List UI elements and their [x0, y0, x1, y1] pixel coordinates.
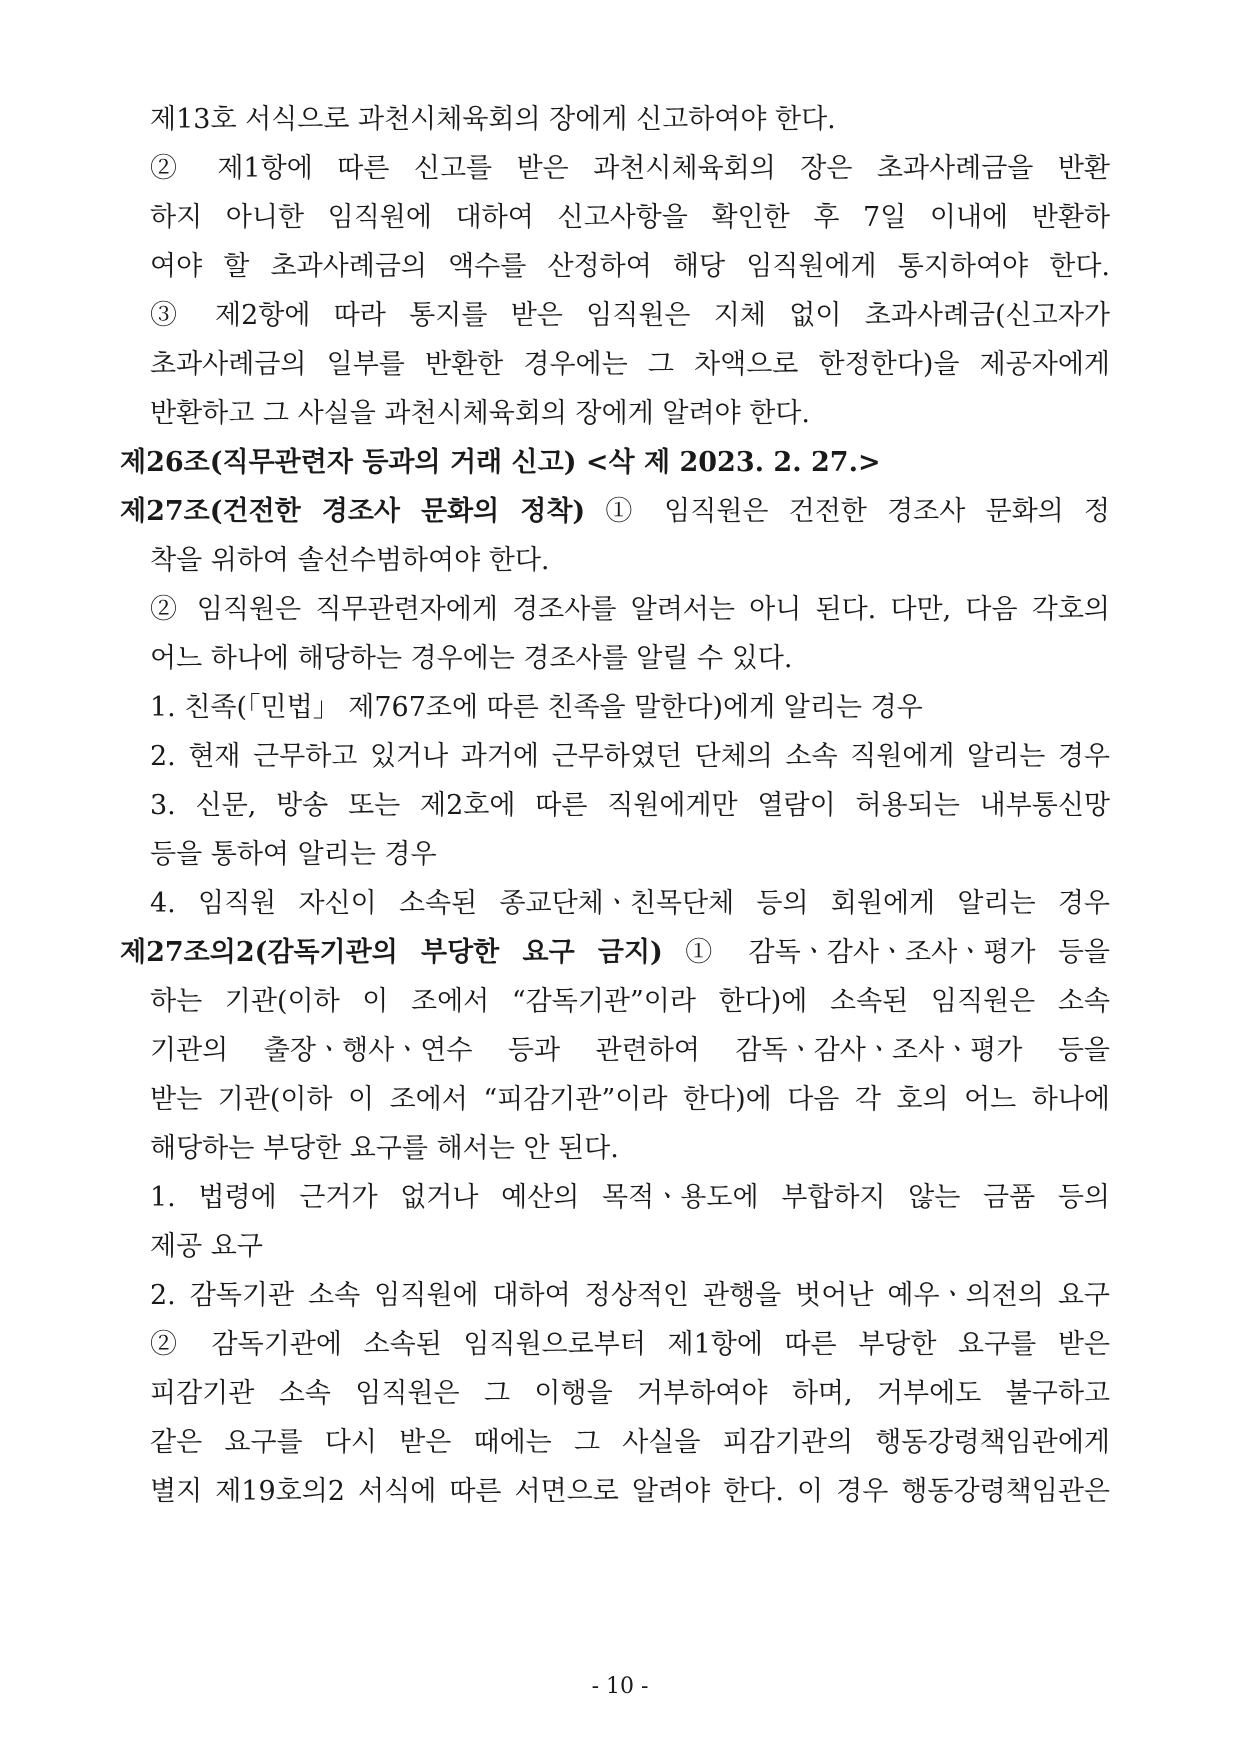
text-line: 기관의 출장ㆍ행사ㆍ연수 등과 관련하여 감독ㆍ감사ㆍ조사ㆍ평가 등을 — [150, 1035, 1110, 1066]
text-line: 초과사례금의 일부를 반환한 경우에는 그 차액으로 한정한다)을 제공자에게 — [150, 349, 1110, 380]
text-line: 제공 요구 — [150, 1231, 263, 1262]
text-line: ② 제1항에 따른 신고를 받은 과천시체육회의 장은 초과사례금을 반환 — [150, 153, 1110, 184]
text-span: ① 감독ㆍ감사ㆍ조사ㆍ평가 등을 — [662, 937, 1110, 968]
text-line: ③ 제2항에 따라 통지를 받은 임직원은 지체 없이 초과사례금(신고자가 — [150, 300, 1110, 331]
text-line: 별지 제19호의2 서식에 따른 서면으로 알려야 한다. 이 경우 행동강령책임관은 — [150, 1476, 1110, 1507]
article-heading-26: 제26조(직무관련자 등과의 거래 신고) <삭 제 2023. 2. 27.> — [120, 447, 881, 478]
text-line: 반환하고 그 사실을 과천시체육회의 장에게 알려야 한다. — [150, 398, 810, 429]
text-span: ① 임직원은 건전한 경조사 문화의 정 — [585, 496, 1110, 527]
text-line: 여야 할 초과사례금의 액수를 산정하여 해당 임직원에게 통지하여야 한다. — [150, 251, 1110, 282]
list-item: 2. 감독기관 소속 임직원에 대하여 정상적인 관행을 벗어난 예우ㆍ의전의 요구 — [150, 1280, 1110, 1311]
article-heading-27: 제27조(건전한 경조사 문화의 정착) — [120, 496, 586, 527]
list-item: 1. 친족(「민법」 제767조에 따른 친족을 말한다)에게 알리는 경우 — [150, 692, 923, 723]
list-item: 3. 신문, 방송 또는 제2호에 따른 직원에게만 열람이 허용되는 내부통신망 — [150, 790, 1110, 821]
text-line: 하지 아니한 임직원에 대하여 신고사항을 확인한 후 7일 이내에 반환하 — [150, 202, 1110, 233]
text-line: 어느 하나에 해당하는 경우에는 경조사를 알릴 수 있다. — [150, 643, 793, 674]
text-line: ② 감독기관에 소속된 임직원으로부터 제1항에 따른 부당한 요구를 받은 — [150, 1329, 1110, 1360]
text-line: 착을 위하여 솔선수범하여야 한다. — [150, 545, 550, 576]
text-line: 해당하는 부당한 요구를 해서는 안 된다. — [150, 1133, 619, 1164]
text-line: 등을 통하여 알리는 경우 — [150, 839, 437, 870]
text-line: 같은 요구를 다시 받은 때에는 그 사실을 피감기관의 행동강령책임관에게 — [150, 1427, 1110, 1458]
article-line-27 — [0, 492, 1110, 532]
article-heading-27-2: 제27조의2(감독기관의 부당한 요구 금지) — [120, 937, 663, 968]
text-line: 피감기관 소속 임직원은 그 이행을 거부하여야 하며, 거부에도 불구하고 — [150, 1378, 1110, 1409]
text-line: 제13호 서식으로 과천시체육회의 장에게 신고하여야 한다. — [150, 104, 836, 135]
page-number: - 10 - — [591, 1674, 649, 1699]
list-item: 2. 현재 근무하고 있거나 과거에 근무하였던 단체의 소속 직원에게 알리는 경우 — [150, 741, 1110, 772]
list-item: 4. 임직원 자신이 소속된 종교단체ㆍ친목단체 등의 회원에게 알리는 경우 — [150, 888, 1110, 919]
text-line: 받는 기관(이하 이 조에서 “피감기관”이라 한다)에 다음 각 호의 어느 하나에 — [150, 1084, 1110, 1115]
article-line-27-2 — [0, 933, 1110, 973]
text-line: ② 임직원은 직무관련자에게 경조사를 알려서는 아니 된다. 다만, 다음 각호의 — [150, 594, 1110, 625]
list-item: 1. 법령에 근거가 없거나 예산의 목적ㆍ용도에 부합하지 않는 금품 등의 — [150, 1182, 1110, 1213]
text-line: 하는 기관(이하 이 조에서 “감독기관”이라 한다)에 소속된 임직원은 소속 — [150, 986, 1110, 1017]
